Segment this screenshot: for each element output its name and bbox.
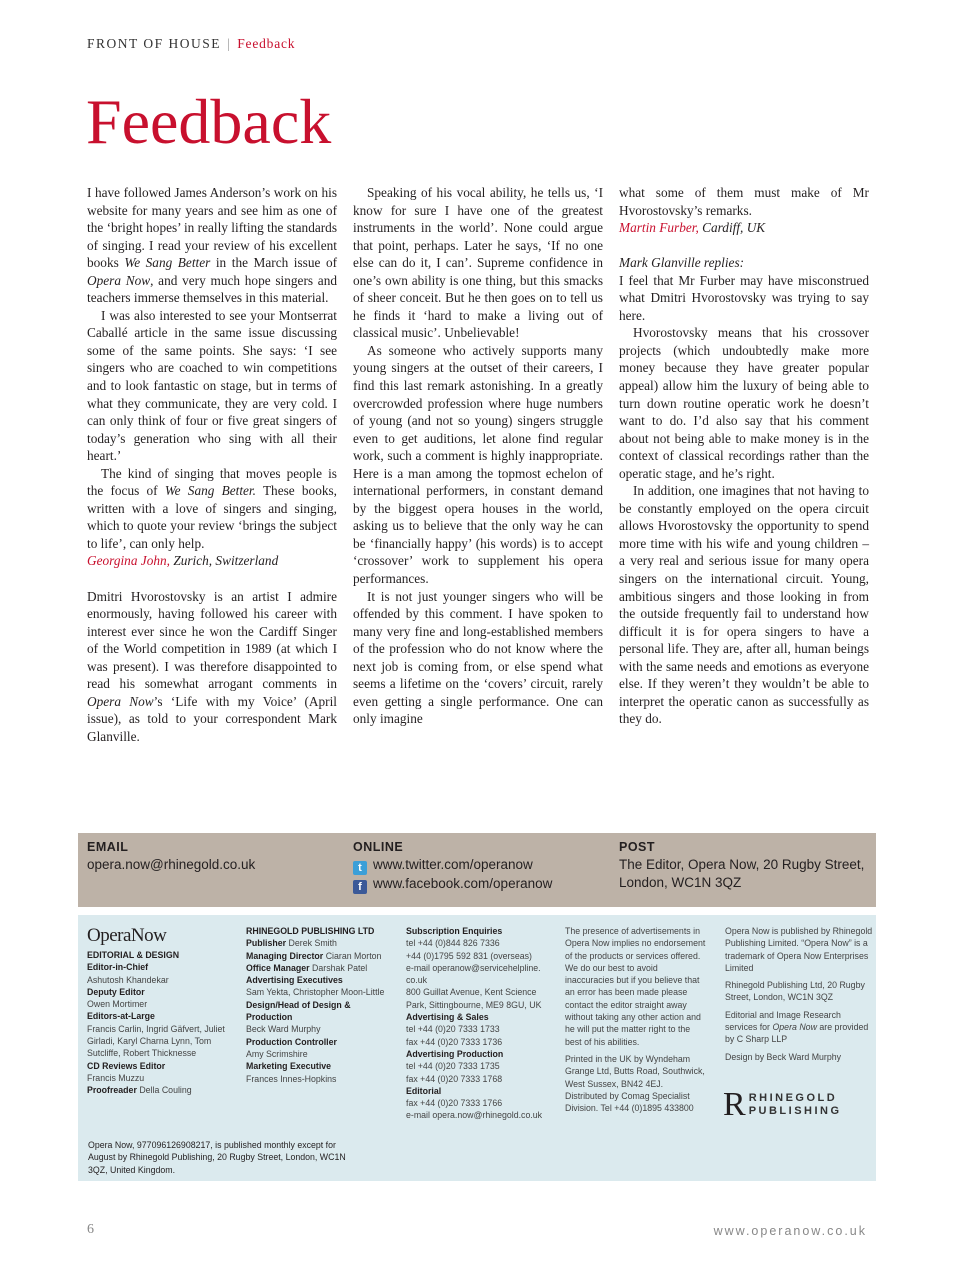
credits-editorial: OperaNow EDITORIAL & DESIGN Editor-in-Chief Ashutosh Khandekar Deputy Editor Owen Mortimer Editors-at-Large Francis Carlin, Ingrid Gäfvert, Juliet Girladi, Karyl Charna Lynn, Tom Sutcliffe, Robert Thicknesse CD Reviews Editor Francis Muzzu Proofreader Della Couling [87,925,237,1097]
article-column-2 [353,184,603,728]
reply-paragraph: Hvorostovsky means that his crossover projects (which undoubtedly make more money because they have greater popular appeal) allow him the luxury of being able to turn down routine operatic work he doesn’t want to do. I’d also say that his comment about not being able to make money is in the context of classical recordings rather than the operatic stage, and he’s right. [619,325,869,481]
article-column-1 [87,184,337,745]
facebook-link[interactable]: f www.facebook.com/operanow [353,875,552,894]
reply-paragraph: In addition, one imagines that not having to be constantly employed on the opera circuit allows Hvorostovsky the opportunity to spend more time with his wife and young children – a very real and serious issue for many opera singers on the international circuit. Young, ambitious singers and those looking in from the outside frequently fail to understand how difficult it is for opera singers to have a personal life. They are, after all, human beings with the same needs and emotions as everyone else. If they weren’t they wouldn’t be able to interpret the operatic canon as successfully as they do. [619,483,869,727]
credits-box [78,915,876,1181]
credits-publisher-info: Opera Now is published by Rhinegold Publishing Limited. “Opera Now” is a trademark of Opera Now Enterprises Limited Rhinegold Publishing Ltd, 20 Rugby Street, London, WC1N 3QZ Editorial and Image Research services for Opera Now are provided by C Sharp LLP Design by Beck Ward Murphy [725,926,873,1062]
post-address-line: The Editor, Opera Now, 20 Rugby Street, [619,857,865,872]
credits-publishing: RHINEGOLD PUBLISHING LTD Publisher Derek Smith Managing Director Ciaran Morton Office Manager Darshak Patel Advertising Executives Sam Yekta, Christopher Moon-Little Design/Head of Design & Production Beck Ward Murphy Production Controller Amy Scrimshire Marketing Executive Frances Innes-Hopkins [246,926,385,1084]
letter2-signature: Martin Furber, Cardiff, UK [619,220,766,236]
rhinegold-logo: R RHINEGOLD PUBLISHING [723,1086,842,1123]
letter2-paragraph: what some of them must make of Mr Hvorostovsky’s remarks. [619,185,869,218]
section-name: FRONT OF HOUSE [87,36,222,51]
letter2-paragraph: Dmitri Hvorostovsky is an artist I admire enormously, having followed his career with interest ever since he won the Cardiff Singer of the World competition in 1989 (at which I was present). I was therefore disappointed to read his somewhat arrogant comments in Opera Now’s ‘Life with my Voice’ (April issue), as told to your correspondent Mark Glanville. [87,588,337,744]
issn-text: Opera Now, 977096126908217, is published monthly except for August by Rhinegold Publishing, 20 Rugby Street, London, WC1N 3QZ, United Kingdom. [88,1140,346,1175]
post-block [619,840,864,892]
opera-now-logo: OperaNow [87,925,167,946]
page-number: 6 [87,1222,94,1237]
letter1-signature: Georgina John, Zurich, Switzerland [87,553,279,569]
twitter-link[interactable]: t www.twitter.com/operanow [353,856,552,875]
email-label: EMAIL [87,840,129,854]
credits-contacts: Subscription Enquiries tel +44 (0)844 826 7336 +44 (0)1795 592 831 (overseas) e-mail operanow@servicehelpline. co.uk 800 Guillat Avenue, Kent Science Park, Sittingbourne, ME9 8GU, UK Advertising & Sales tel +44 (0)20 7333 1733 fax +44 (0)20 7333 1736 Advertising Production tel +44 (0)20 7333 1735 fax +44 (0)20 7333 1768 Editorial fax +44 (0)20 7333 1766 e-mail opera.now@rhinegold.co.uk [406,926,543,1121]
online-label: ONLINE [353,840,404,854]
letter1-paragraph: The kind of singing that moves people is the focus of We Sang Better. These books, written with a love of singers and singing, which to quote your review ‘brings the subject to life’, can only help. [87,465,338,551]
letter2-paragraph: It is not just younger singers who will be offended by this comment. I have spoken to many very fine and long-established members of the profession who do not know where the next job is coming from, or else spend what seems a lifetime on the ‘covers’ circuit, rarely even getting a single performance. One can only imagine [353,588,603,727]
post-label: POST [619,840,656,854]
page-title: Feedback [86,86,332,157]
email-block [87,840,255,874]
email-link[interactable]: opera.now@rhinegold.co.uk [87,857,256,872]
letter2-paragraph: As someone who actively supports many young singers at the outset of their careers, I find this last remark astonishing. In a greatly overcrowded profession where huge numbers of young (and not so young) singers struggle even to get auditions, let alone find regular work, such a comment is highly inappropriate. Here is a man among the topmost echelon of international performers, in constant demand by the biggest opera houses in the world, asking us to believe that the only way he can be ‘financially happy’ (his words) is to accept ‘crossover’ work to supplement his opera performances. [353,342,603,587]
facebook-icon: f [353,880,367,894]
letter1-paragraph: I was also interested to see your Montserrat Caballé article in the same issue discussing some of the same points. She says: ‘I see singers who are coached to win competitions and to look fantastic on stage, but in terms of what they communicate, they are very cold. I can only think of four or five great singers of today’s generation who sing with all their heart.’ [87,307,337,464]
website-url[interactable]: www.operanow.co.uk [713,1224,867,1238]
online-block [353,840,552,894]
header-separator: | [227,36,232,51]
reply-label: Mark Glanville replies: [619,255,745,271]
letter1-paragraph: I have followed James Anderson’s work on his website for many years and see him as one of the ‘bright hopes’ in really lifting the standards of singing. I read your review of his excellent books We Sang Better in the March issue of Opera Now, and very much hope singers and teachers immerse themselves in this material. [87,185,338,306]
article-column-3 [619,184,869,728]
post-address-line: London, WC1N 3QZ [619,875,742,890]
twitter-icon: t [353,861,367,875]
letter2-paragraph: Speaking of his vocal ability, he tells us, ‘I know for sure I have one of the greatest instruments in the world’. None could argue that point, perhaps. Later he says, ‘If no one else can do it, I can’. Supreme confidence in one’s own ability is one thing, but this smacks of sheer conceit. But he then goes on to tell us he finds it ‘hard to make a living out of classical music’. Unbelievable! [353,185,603,341]
section-header [87,36,295,52]
reply-paragraph: I feel that Mr Furber may have misconstrued what Dmitri Hvorostovsky was trying to say here. [619,272,869,323]
contact-bar [78,833,876,907]
subsection-name: Feedback [237,36,296,51]
credits-disclaimer: The presence of advertisements in Opera Now implies no endorsement of the products or services offered. We do our best to avoid inaccuracies but if you believe that an error has been made please contact the editor straight away without taking any other action and he will put the matter right to the best of his abilities. Printed in the UK by Wyndeham Grange Ltd, Butts Road, Southwick, West Sussex, BN42 4EJ. Distributed by Comag Specialist Division. Tel +44 (0)1895 433800 [565,926,706,1114]
